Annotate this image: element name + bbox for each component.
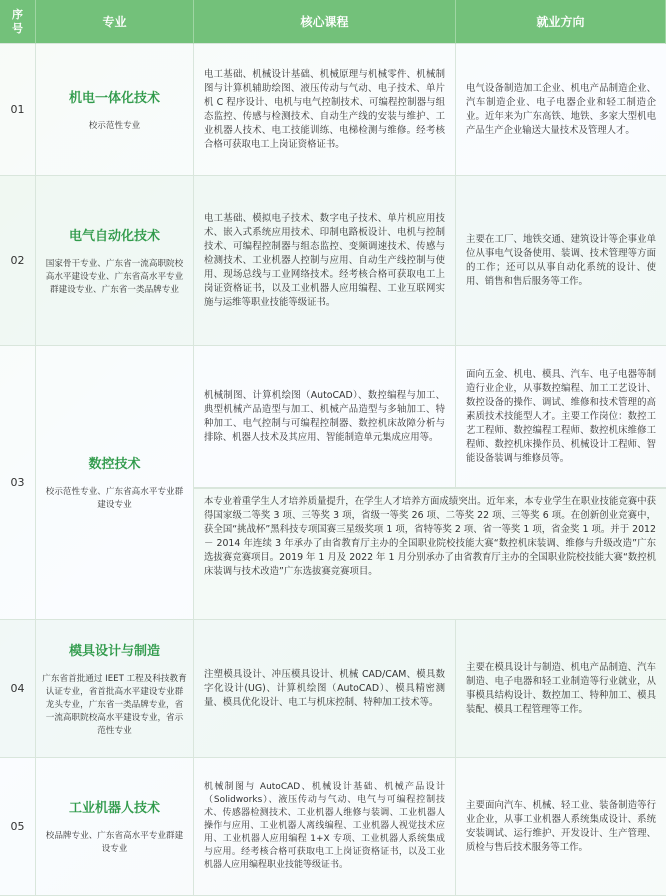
header-job: 就业方向 [456,0,666,44]
major-description: 广东省首批通过 IEET 工程及科技教育认证专业，省首批高水平建设专业群龙头专业，广东省一类品牌专业，省一流高职院校高水平建设专业，省示范性专业 [42,673,187,736]
major-name: 模具设计与制造 [68,643,160,659]
major-cell [36,758,194,896]
employment-direction: 电气设备制造加工企业、机电产品制造企业、汽车制造企业、电子电器企业和轻工制造企业。近年来为广东高铁、地铁、多家大型机电产品生产企业输送大量技术及管理人才。 [456,44,666,176]
major-name: 电气自动化技术 [68,228,160,244]
major-name: 数控技术 [88,457,141,472]
major-description: 校示范性专业 [88,120,141,131]
major-cell [36,176,194,346]
major-cell [36,346,194,620]
core-courses: 机械制图、计算机绘图（AutoCAD）、数控编程与加工、典型机械产品造型与加工、机械产品造型与多轴加工、特种加工、电气控制与可编程控制器、数控机床故障分析与排除、机器人技术及其应用、智能制造单元集成应用等。 [194,346,456,488]
core-courses: 电工基础、机械设计基础、机械原理与机械零件、机械制图与计算机辅助绘图、液压传动与气动、电子技术、单片机 C 程序设计、电机与电气控制技术、可编程控制器与组态监控、传感与检测技术、自动生产线的安装与维护、工业机器人技术、电工技能训练、电梯检测与维修。经考核合格可获取电工上岗证资格证书。 [194,44,456,176]
header-major: 专业 [36,0,194,44]
table-row [0,758,666,896]
major-name: 工业机器人技术 [68,801,160,816]
core-courses: 注塑模具设计、冲压模具设计、机械 CAD/CAM、模具数字化设计(UG)、计算机绘图（AutoCAD）、模具精密测量、模具优化设计、电工与机床控制、特种加工技术等。 [194,620,456,758]
employment-direction: 主要面向汽车、机械、轻工业、装备制造等行业企业，从事工业机器人系统集成设计、系统安装调试、运行维护、开发设计、生产管理、质检与售后技术服务等工作。 [456,758,666,896]
row-number: 01 [0,44,36,176]
table-header [0,0,666,44]
table-row [0,620,666,758]
table-row [0,176,666,346]
row-number: 05 [0,758,36,896]
major-description: 国家骨干专业、广东省一流高职院校高水平建设专业、广东省高水平专业群建设专业、广东省一类品牌专业 [45,258,184,295]
major-description: 校示范性专业、广东省高水平专业群建设专业 [45,487,184,510]
row-number: 03 [0,346,36,620]
major-cell [36,620,194,758]
header-course: 核心课程 [194,0,456,44]
employment-direction: 主要在工厂、地铁交通、建筑设计等企事业单位从事电气设备使用、装调、技术管理等方面的工作；还可以从事自动化系统的设计、使用、销售和售后服务等工作。 [456,176,666,346]
core-courses: 电工基础、模拟电子技术、数字电子技术、单片机应用技术、嵌入式系统应用技术、印制电路板设计、电机与控制技术、可编程控制器与组态监控、变频调速技术、传感与检测技术、工业机器人控制与应用、自动生产线控制与使用、现场总线与工业网络技术。经考核合格可获取电工上岗证资格证书，以及工业机器人应用编程、工业互联网实施与运维等职业技能等级证书。 [194,176,456,346]
major-name: 机电一体化技术 [68,90,160,106]
row-number: 04 [0,620,36,758]
employment-direction: 面向五金、机电、模具、汽车、电子电器等制造行业企业，从事数控编程、加工工艺设计、数控设备的操作、调试、维修和技术管理的高素质技术技能型人才。主要工作岗位：数控工艺工程师、数控编程工程师、数控机床维修工程师、数控机床操作员、机械设计工程师、智能设备装调与维修员等。 [456,346,666,488]
employment-direction: 主要在模具设计与制造、机电产品制造、汽车制造、电子电器和轻工业制造等行业就业，从事模具结构设计、数控加工、特种加工、模具装配、模具工程管理等工作。 [456,620,666,758]
core-courses: 机械制图与 AutoCAD、机械设计基础、机械产品设计（Solidworks）、液压传动与气动、电气与可编程控制技术、传感器检测技术、工业机器人维修与装调、工业机器人操作与应用、工业机器人离线编程、工业机器人视觉技术应用、工业机器人应用编程 1+X 专项、工业机器人系统集成与应用。经考核合格可获取电工上岗证资格证书，以及工业机器人应用编程职业技能等级证书。 [194,758,456,896]
table-row [0,44,666,176]
major-description: 校品牌专业、广东省高水平专业群建设专业 [45,831,184,854]
row-number: 02 [0,176,36,346]
major-cell [36,44,194,176]
achievement-note: 本专业着重学生人才培养质量提升，在学生人才培养方面成绩突出。近年来，本专业学生在职业技能竞赛中获得国家级二等奖 3 项、三等奖 3 项，省级一等奖 26 项、二等奖 22 项、三等奖 6 项。在创新创业竞赛中，获全国“挑战杯”黑科技专项国赛三星级奖项 1 项，省特等奖 2 项、省一等奖 1 项，省金奖 1 项。并于 2012 － 2014 年连续 3 年承办了由省教育厅主办的全国职业院校技能大赛“数控机床装调、维修与升级改造”广东选拔赛竞赛项目。2019 年 1 月及 2022 年 1 月分别承办了由省教育厅主办的全国职业院校技能大赛“数控机床装调与技术改造”广东选拔赛竞赛项目。 [194,488,666,620]
header-no: 序号 [0,0,36,44]
